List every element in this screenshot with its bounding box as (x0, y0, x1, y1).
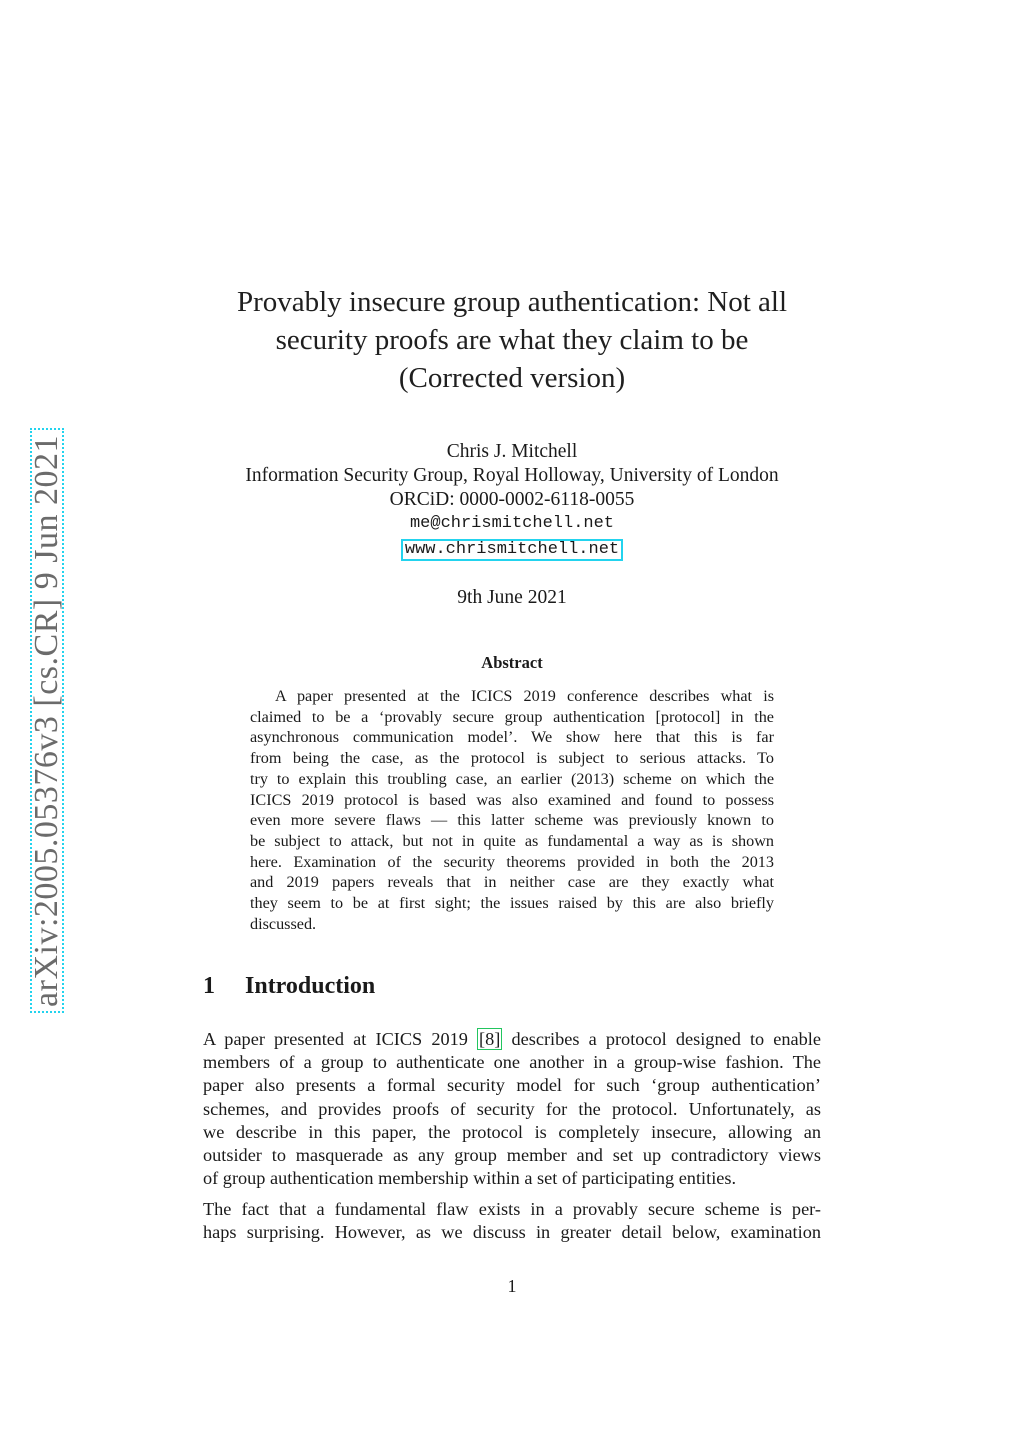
paragraph-line: members of a group to authenticate one another in a group-wise fashion. The (203, 1052, 821, 1073)
title-line: security proofs are what they claim to be (275, 324, 749, 356)
arxiv-stamp[interactable] (30, 428, 64, 1013)
paper-title (200, 283, 824, 397)
page-number: 1 (507, 1276, 517, 1296)
author-name: Chris J. Mitchell (446, 441, 578, 462)
paragraph-text: describes a protocol designed to enable (502, 1029, 821, 1049)
abstract-heading: Abstract (481, 653, 543, 672)
abstract-line: even more severe flaws — this latter scheme was previously known to (250, 811, 774, 830)
abstract-line: be subject to attack, but not in quite as fundamental a way as is shown (250, 831, 774, 850)
author-block (200, 440, 824, 561)
paragraph-line: paper also presents a formal security model for such ‘group authentication’ (203, 1075, 821, 1096)
author-orcid: ORCiD: 0000-0002-6118-0055 (389, 489, 635, 510)
paragraph-line: haps surprising. However, as we discuss in greater detail below, examination (203, 1222, 821, 1243)
abstract-line: here. Examination of the security theorems provided in both the 2013 (250, 852, 774, 871)
introduction-paragraph-1 (203, 1028, 821, 1190)
citation-link[interactable]: [8] (479, 1029, 501, 1049)
abstract-line: ICICS 2019 protocol is based was also examined and found to possess (250, 790, 774, 809)
title-line: Provably insecure group authentication: Not all (236, 286, 788, 318)
paragraph-line: schemes, and provides proofs of security for the protocol. Unfortunately, as (203, 1098, 821, 1119)
paragraph-line: outsider to masquerade as any group member and set up contradictory views (203, 1145, 821, 1166)
title-line: (Corrected version) (398, 362, 626, 394)
abstract-line: from being the case, as the protocol is subject to serious attacks. To (250, 749, 774, 768)
abstract-line: A paper presented at the ICICS 2019 conference describes what is (275, 687, 774, 705)
abstract-line: and 2019 papers reveals that in neither case are they exactly what (250, 873, 774, 892)
paragraph-line: of group authentication membership within a set of participating entities. (203, 1168, 737, 1189)
section-number: 1 (203, 973, 215, 999)
paragraph-line (203, 1028, 821, 1051)
section-heading-introduction (203, 973, 375, 1000)
paper-date: 9th June 2021 (457, 587, 567, 608)
abstract-line: discussed. (250, 914, 317, 933)
abstract-line: claimed to be a ‘provably secure group authentication [protocol] in the (250, 707, 774, 726)
arxiv-identifier: arXiv:2005.05376v3 [cs.CR] 9 Jun 2021 (28, 434, 65, 1007)
abstract-line: asynchronous communication model’. We show here that this is far (250, 728, 774, 747)
abstract-body (250, 686, 774, 934)
abstract-line: try to explain this troubling case, an earlier (2013) scheme on which the (250, 769, 774, 788)
introduction-paragraph-2 (203, 1198, 821, 1244)
paragraph-line: we describe in this paper, the protocol is completely insecure, allowing an (203, 1121, 821, 1142)
section-title: Introduction (245, 973, 376, 999)
paragraph-text: A paper presented at ICICS 2019 (203, 1029, 478, 1049)
author-email: me@chrismitchell.net (409, 514, 615, 533)
author-website-link[interactable]: www.chrismitchell.net (401, 539, 623, 561)
author-affiliation: Information Security Group, Royal Holloway, University of London (245, 465, 779, 486)
abstract-line: they seem to be at first sight; the issues raised by this are also briefly (250, 894, 774, 913)
paragraph-line: The fact that a fundamental flaw exists in a provably secure scheme is per- (203, 1199, 821, 1219)
